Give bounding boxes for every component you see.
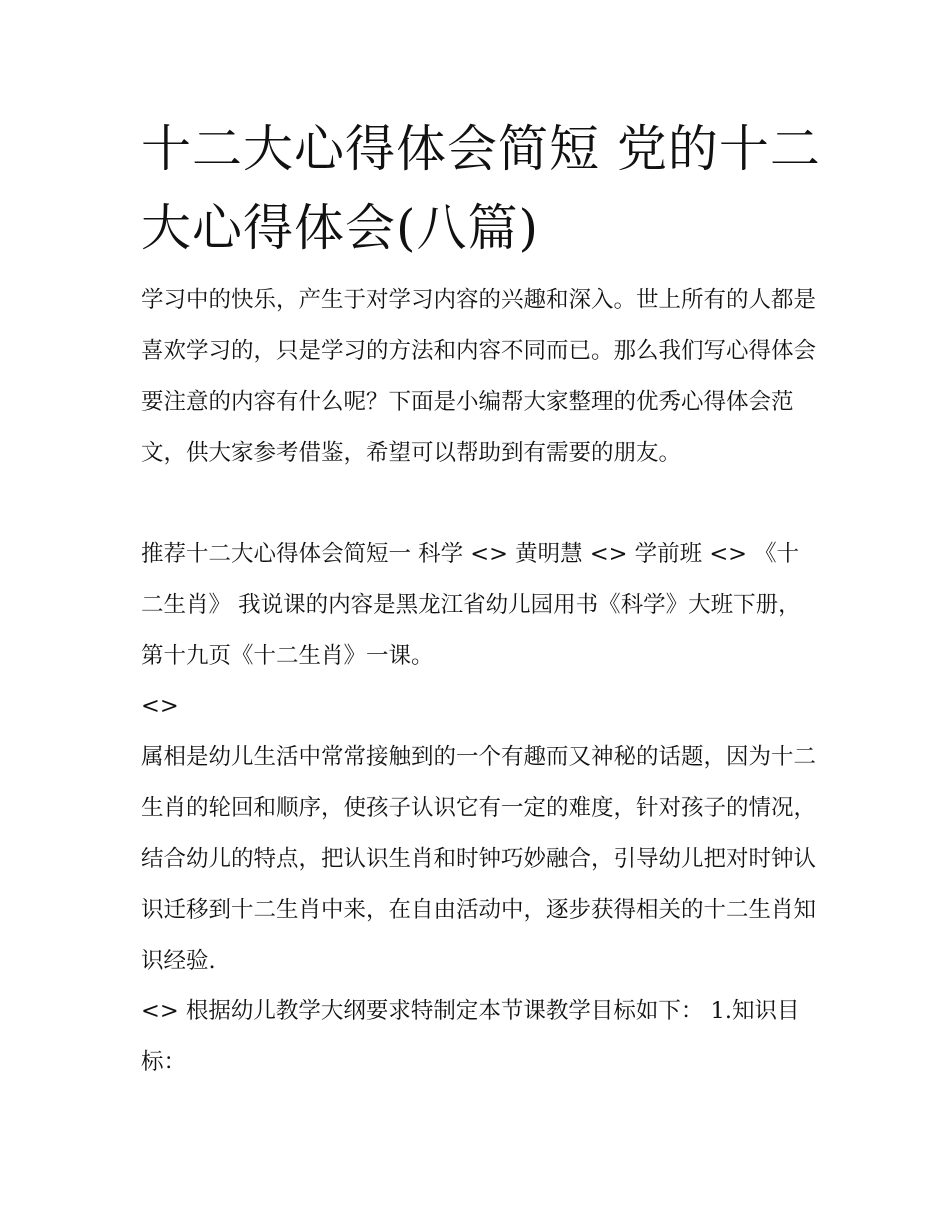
goals-paragraph: <> 根据幼儿教学大纲要求特制定本节课教学目标如下： 1.知识目标：	[141, 998, 800, 1075]
intro-paragraph: 学习中的快乐，产生于对学习内容的兴趣和深入。世上所有的人都是喜欢学习的，只是学习的方法和内容不同而已。那么我们写心得体会要注意的内容有什么呢？下面是小编帮大家整理的优秀心得体会范文，供大家参考借鉴，希望可以帮助到有需要的朋友。	[141, 287, 817, 466]
separator-symbol: <>	[141, 693, 179, 719]
body-paragraph: 属相是幼儿生活中常常接触到的一个有趣而又神秘的话题，因为十二生肖的轮回和顺序，使孩子认识它有一定的难度，针对孩子的情况，结合幼儿的特点，把认识生肖和时钟巧妙融合，引导幼儿把对时钟认识迁移到十二生肖中来，在自由活动中，逐步获得相关的十二生肖知识经验.	[141, 744, 817, 974]
recommendation-paragraph: 推荐十二大心得体会简短一 科学 <> 黄明慧 <> 学前班 <> 《十二生肖》 我说课的内容是黑龙江省幼儿园用书《科学》大班下册，第十九页《十二生肖》一课。	[141, 541, 801, 669]
page-title: 十二大心得体会简短 党的十二大心得体会(八篇)	[141, 120, 821, 257]
